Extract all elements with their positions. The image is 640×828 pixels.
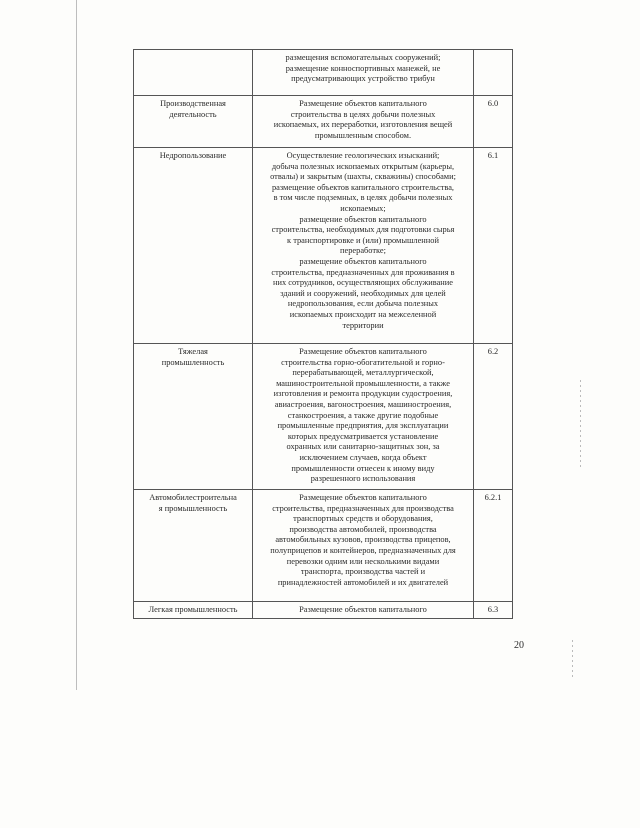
land-use-description-line: разрешенного использования [310, 474, 416, 484]
table-row [134, 50, 513, 96]
table-row [134, 148, 513, 344]
land-use-description-line: размещение объектов капитального [299, 256, 427, 266]
margin-dots-right-lower [572, 640, 573, 680]
land-use-description-line: станкостроения, а также другие подобные [287, 410, 439, 420]
land-use-name: я промышленность [158, 503, 228, 513]
land-use-description-cell [253, 602, 474, 619]
land-use-description-line: добыча полезных ископаемых открытым (карьеры, [271, 161, 455, 171]
land-use-name: Недропользование [159, 151, 227, 160]
land-use-description-line: Размещение объектов капитального [299, 605, 427, 614]
land-use-description-cell [253, 490, 474, 602]
land-use-code [474, 50, 513, 96]
land-use-description-line: строительства, предназначенных для производства [272, 503, 454, 513]
land-use-description-line: к транспортировке и (или) промышленной [287, 235, 439, 245]
land-use-description-line: предусматривающих устройство трибун [291, 74, 435, 84]
land-use-description-line: строительства в целях добычи полезных [290, 109, 436, 119]
land-use-description-line: ископаемых; [340, 203, 386, 213]
land-use-description-line: промышленные предприятия, для эксплуатации [277, 421, 449, 431]
land-use-description-line: которых предусматривается установление [287, 431, 439, 441]
land-use-description-line: строительства, предназначенных для проживания в [271, 267, 455, 277]
land-use-description-cell [253, 96, 474, 148]
land-use-description-line: в том числе подземных, в целях добычи полезных [273, 193, 453, 203]
land-use-description-line: переработке; [340, 246, 386, 256]
land-use-description-line: перевозки одним или несколькими видами [286, 556, 440, 566]
land-use-table [133, 49, 513, 619]
land-use-description-line: автомобильных кузовов, производства прицепов, [275, 535, 451, 545]
land-use-description-line: транспортных средств и оборудования, [293, 514, 433, 524]
land-use-name-cell [134, 490, 253, 602]
land-use-name-cell [134, 148, 253, 344]
land-use-name-cell [134, 50, 253, 96]
land-use-description-line: ископаемых, их переработки, изготовления вещей [273, 120, 453, 130]
land-use-description-line: ископаемых происходит на межселенной [289, 309, 437, 319]
land-use-description-line: полуприцепов и контейнеров, предназначенных для [270, 545, 456, 555]
land-use-description-cell [253, 50, 474, 96]
table-row [134, 490, 513, 602]
land-use-description-line: недропользования, если добыча полезных [287, 299, 439, 309]
scan-edge-left [76, 0, 77, 690]
land-use-description-line: Осуществление геологических изысканий; [286, 151, 440, 160]
land-use-code: 6.1 [474, 148, 513, 344]
land-use-code: 6.2.1 [474, 490, 513, 602]
land-use-description-line: них сотрудников, осуществляющих обслуживание [273, 278, 453, 288]
land-use-description-line: размещения вспомогательных сооружений; [285, 53, 441, 62]
land-use-description-line: Размещение объектов капитального [299, 347, 427, 356]
land-use-description-cell [253, 344, 474, 490]
margin-dots-right [580, 380, 581, 470]
land-use-description-line: промышленным способом. [314, 130, 412, 140]
land-use-description-line: охранных или санитарно-защитных зон, за [286, 442, 440, 452]
table-row [134, 602, 513, 619]
land-use-description-line: перерабатывающей, металлургической, [292, 368, 434, 378]
land-use-description-line: Размещение объектов капитального [299, 493, 427, 502]
land-use-description-line: исключением случаев, когда объект [299, 452, 427, 462]
table-row [134, 344, 513, 490]
land-use-name: Производственная [160, 99, 226, 108]
land-use-description-cell [253, 148, 474, 344]
table-row [134, 96, 513, 148]
land-use-description-line: размещение объектов капитального строительства, [271, 182, 455, 192]
land-use-code: 6.0 [474, 96, 513, 148]
land-use-description-line: территории [342, 320, 384, 330]
land-use-code: 6.2 [474, 344, 513, 490]
land-use-description-line: размещение объектов капитального [299, 214, 427, 224]
land-use-description-line: принадлежностей автомобилей и их двигателей [277, 577, 449, 587]
land-use-name: деятельность [169, 109, 217, 119]
land-use-name-cell [134, 344, 253, 490]
land-use-name-cell [134, 96, 253, 148]
land-use-description-line: Размещение объектов капитального [299, 99, 427, 108]
land-use-description-line: транспорта, производства частей и [300, 567, 426, 577]
page-number: 20 [514, 640, 524, 651]
land-use-description-line: зданий и сооружений, необходимых для целей [280, 288, 446, 298]
land-use-code: 6.3 [474, 602, 513, 619]
land-use-name: Автомобилестроительна [149, 493, 237, 502]
land-use-description-line: изготовления и ремонта продукции судостроения, [273, 389, 453, 399]
land-use-description-line: промышленности отнесен к иному виду [291, 463, 435, 473]
land-use-description-line: авиастроения, вагоностроения, машиностроения, [274, 399, 452, 409]
land-use-description-line: машиностроительной промышленности, а также [276, 378, 450, 388]
land-use-description-line: строительства, необходимых для подготовки сырья [271, 225, 455, 235]
land-use-description-line: отвалы) и закрытым (шахты, скважины) способами; [270, 172, 456, 182]
land-use-description-line: производства автомобилей, производства [289, 524, 437, 534]
land-use-name: Тяжелая [178, 347, 208, 356]
land-use-description-line: строительства горно-обогатительной и горно- [281, 357, 445, 367]
land-use-name-cell [134, 602, 253, 619]
land-use-name: Легкая промышленность [148, 605, 238, 614]
land-use-description-line: размещение конноспортивных манежей, не [285, 63, 441, 73]
land-use-name: промышленность [161, 357, 225, 367]
